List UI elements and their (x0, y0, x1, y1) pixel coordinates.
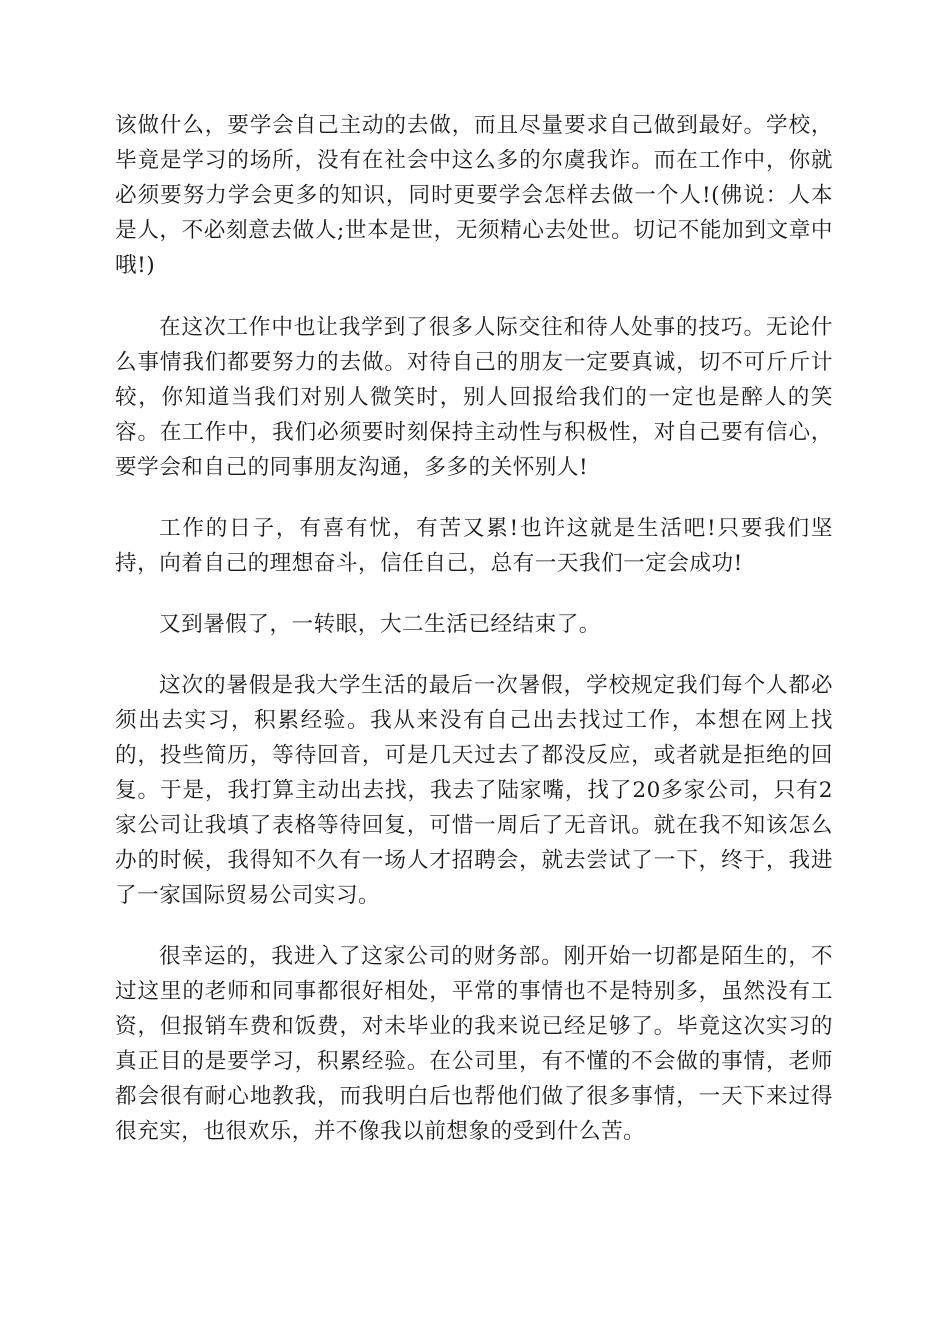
paragraph-1: 该做什么，要学会自己主动的去做，而且尽量要求自己做到最好。学校，毕竟是学习的场所，没有在社会中这么多的尔虞我诈。而在工作中，你就必须要努力学会更多的知识，同时更要学会怎样去做一个人!(佛说：人本是人，不必刻意去做人;世本是世，无须精心去处世。切记不能加到文章中哦!) (115, 113, 833, 278)
paragraph-2: 在这次工作中也让我学到了很多人际交往和待人处事的技巧。无论什么事情我们都要努力的去做。对待自己的朋友一定要真诚，切不可斤斤计较，你知道当我们对别人微笑时，别人回报给我们的一定也是醉人的笑容。在工作中，我们必须要时刻保持主动性与积极性，对自己要有信心，要学会和自己的同事朋友沟通，多多的关怀别人! (115, 315, 833, 480)
paragraph-4: 又到暑假了，一转眼，大二生活已经结束了。 (159, 612, 601, 637)
paragraph-5: 这次的暑假是我大学生活的最后一次暑假，学校规定我们每个人都必须出去实习，积累经验。我从来没有自己出去找过工作，本想在网上找的，投些简历，等待回音，可是几天过去了都没反应，或者就是拒绝的回复。于是，我打算主动出去找，我去了陆家嘴，找了20多家公司，只有2家公司让我填了表格等待回复，可惜一周后了无音讯。就在我不知该怎么办的时候，我得知不久有一场人才招聘会，就去尝试了一下，终于，我进了一家国际贸易公司实习。 (115, 673, 833, 908)
paragraph-6: 很幸运的，我进入了这家公司的财务部。刚开始一切都是陌生的，不过这里的老师和同事都很好相处，平常的事情也不是特别多，虽然没有工资，但报销车费和饭费，对未毕业的我来说已经足够了。毕竟这次实习的真正目的是要学习，积累经验。在公司里，有不懂的不会做的事情，老师都会很有耐心地教我，而我明白后也帮他们做了很多事情，一天下来过得很充实，也很欢乐，并不像我以前想象的受到什么苦。 (115, 944, 833, 1144)
document-body (115, 108, 833, 1175)
paragraph-3: 工作的日子，有喜有忧，有苦又累!也许这就是生活吧!只要我们坚持，向着自己的理想奋斗，信任自己，总有一天我们一定会成功! (115, 516, 833, 576)
